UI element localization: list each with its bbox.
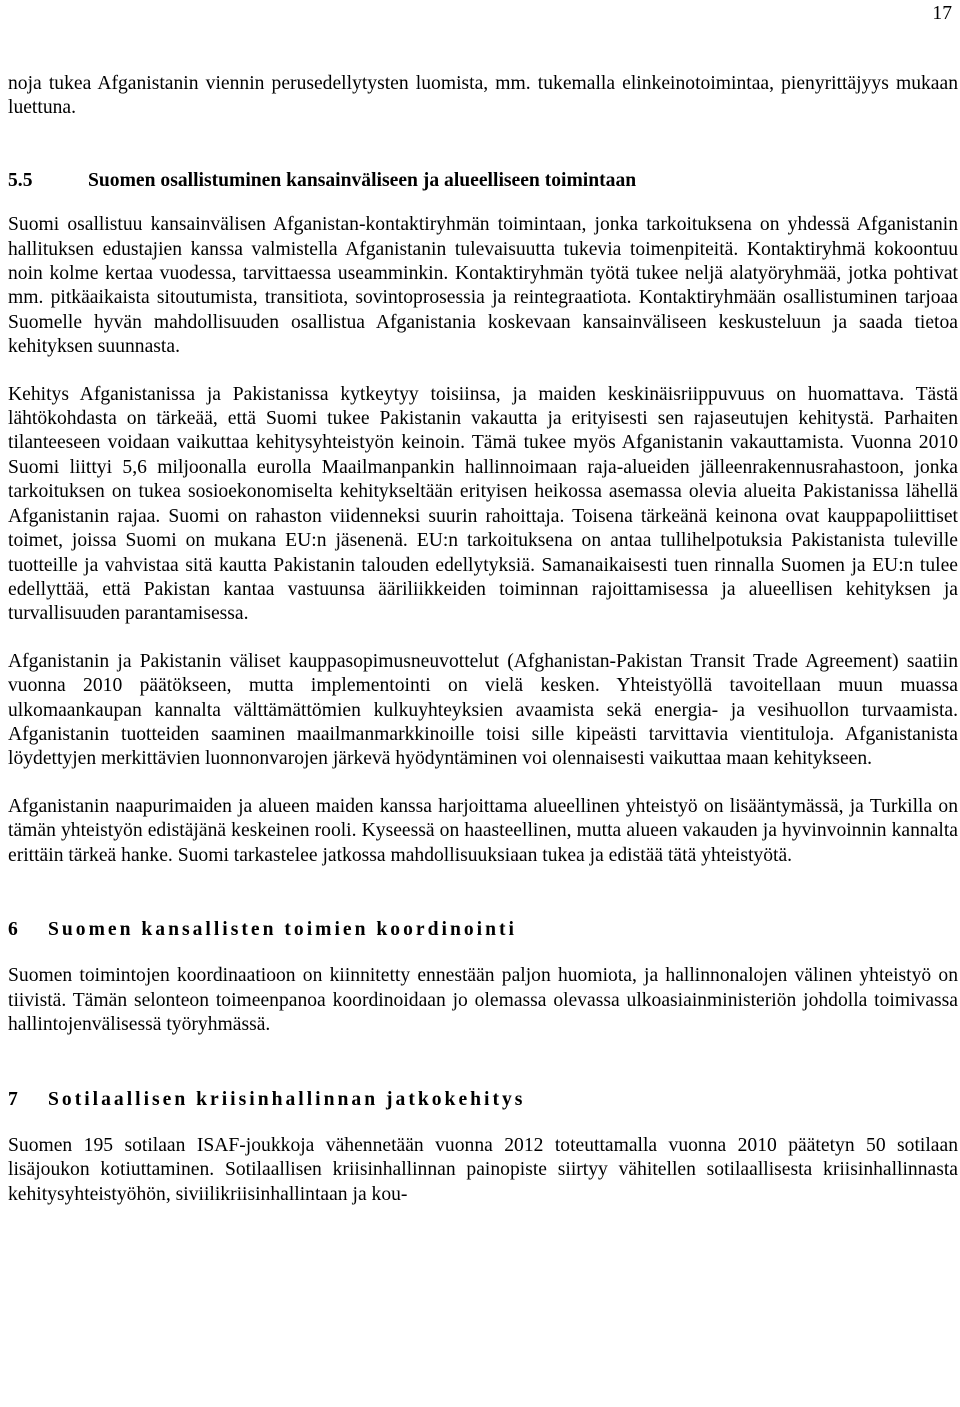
section-6-title: Suomen kansallisten toimien koordinointi [48, 918, 517, 940]
section-5-5-title: Suomen osallistuminen kansainväliseen ja alueelliseen toimintaan [88, 169, 637, 191]
page-content [8, 72, 958, 1207]
section-7-title: Sotilaallisen kriisinhallinnan jatkokehitys [48, 1088, 526, 1110]
intro-paragraph: noja tukea Afganistanin viennin perusedellytysten luomista, mm. tukemalla elinkeinotoimintaa, pienyrittäjyys mukaan luettuna. [8, 73, 958, 119]
section-5-5-heading [8, 169, 958, 193]
page-number: 17 [932, 3, 952, 24]
section-5-5-number: 5.5 [8, 169, 33, 191]
section-5-5-paragraph-3: Afganistanin ja Pakistanin väliset kauppasopimusneuvottelut (Afghanistan-Pakistan Transit Trade Agreement) saatiin vuonna 2010 päätökseen, mutta implementointi on vielä kesken. Yhteistyöllä tavoitellaan muun muassa ulkomaankaupan kannalta välttämättömien kulkuyhteyksien avaamista sekä energia- ja vesihuollon turvaamista. Afganistanin tuotteiden saaminen maailmanmarkkinoille toisi sille kipeästi tarvittavia vientituloja. Afganistanista löydettyjen merkittävien luonnonvarojen järkevä hyödyntäminen voi olennaisesti vaikuttaa maan kehitykseen. [8, 650, 958, 770]
section-7-heading [8, 1088, 958, 1112]
section-7-paragraph-1: Suomen 195 sotilaan ISAF-joukkoja vähennetään vuonna 2012 toteuttamalla vuonna 2010 päätetyn 50 sotilaan lisäjoukon kotiuttaminen. Sotilaallisen kriisinhallinnan painopiste siirtyy vähitellen sotilaallisesta kriisinhallinnasta kehitysyhteistyöhön, siviilikriisinhallintaan ja kou- [8, 1135, 958, 1205]
section-5-5-paragraph-1: Suomi osallistuu kansainvälisen Afganistan-kontaktiryhmän toimintaan, jonka tarkoituksena on yhdessä Afganistanin hallituksen edustajien kanssa valmistella Afganistanin tulevaisuutta tukevia toimenpiteitä. Kontaktiryhmä kokoontuu noin kolme kertaa vuodessa, tarvittaessa useamminkin. Kontaktiryhmän työtä tukee neljä alatyöryhmää, jotka pohtivat mm. pitkäaikaista sitoutumista, transitiota, sovintoprosessia ja reintegraatiota. Kontaktiryhmään osallistuminen tarjoaa Suomelle hyvän mahdollisuuden osallistua Afganistania koskevaan kansainväliseen keskusteluun ja saada tietoa kehityksen suunnasta. [8, 214, 958, 358]
section-6-paragraph-1: Suomen toimintojen koordinaatioon on kiinnitetty ennestään paljon huomiota, ja hallinnonalojen välinen yhteistyö on tiivistä. Tämän selonteon toimeenpanoa koordinoidaan jo olemassa olevassa ulkoasiainministeriön johdolla toimivassa hallintojenvälisessä työryhmässä. [8, 965, 958, 1036]
section-7-number: 7 [8, 1088, 18, 1110]
section-6-number: 6 [8, 918, 18, 940]
section-6-heading [8, 918, 958, 942]
section-5-5-paragraph-2: Kehitys Afganistanissa ja Pakistanissa kytkeytyy toisiinsa, ja maiden keskinäisriippuvuus on huomattava. Tästä lähtökohdasta on tärkeää, että Suomi tukee Pakistanin vakautta ja erityisesti sen rajaseutujen kehitystä. Parhaiten tilanteeseen voidaan vaikuttaa kehitysyhteistyön keinoin. Tämä tukee myös Afganistanin vakauttamista. Vuonna 2010 Suomi liittyi 5,6 miljoonalla eurolla Maailmanpankin hallinnoimaan raja-alueiden jälleenrakennusrahastoon, jonka tarkoituksen on tukea sosioekonomiselta kehitykseltään erityisen heikossa asemassa olevia alueita Pakistanissa lähellä Afganistanin rajaa. Suomi on rahaston viidenneksi suurin rahoittaja. Toisena tärkeänä keinona ovat kauppapoliittiset toimet, joissa Suomi on mukana EU:n jäsenenä. EU:n tarkoituksena on antaa tullihelpotuksia Pakistanista tuleville tuotteille ja vahvistaa sitä kautta Pakistanin talouden edellytyksiä. Samanaikaisesti tuen rinnalla Suomen ja EU:n tulee edellyttää, että Pakistan kantaa vastuunsa ääriliikkeiden toiminnan rajoittamisessa ja alueellisen kehityksen ja turvallisuuden parantamisessa. [8, 383, 958, 625]
section-5-5-paragraph-4: Afganistanin naapurimaiden ja alueen maiden kanssa harjoittama alueellinen yhteistyö on lisääntymässä, ja Turkilla on tämän yhteistyön edistäjänä keskeinen rooli. Kyseessä on haasteellinen, mutta alueen vakauden ja hyvinvoinnin kannalta erittäin tärkeä hanke. Suomi tarkastelee jatkossa mahdollisuuksiaan tukea ja edistää tätä yhteistyötä. [8, 795, 958, 866]
